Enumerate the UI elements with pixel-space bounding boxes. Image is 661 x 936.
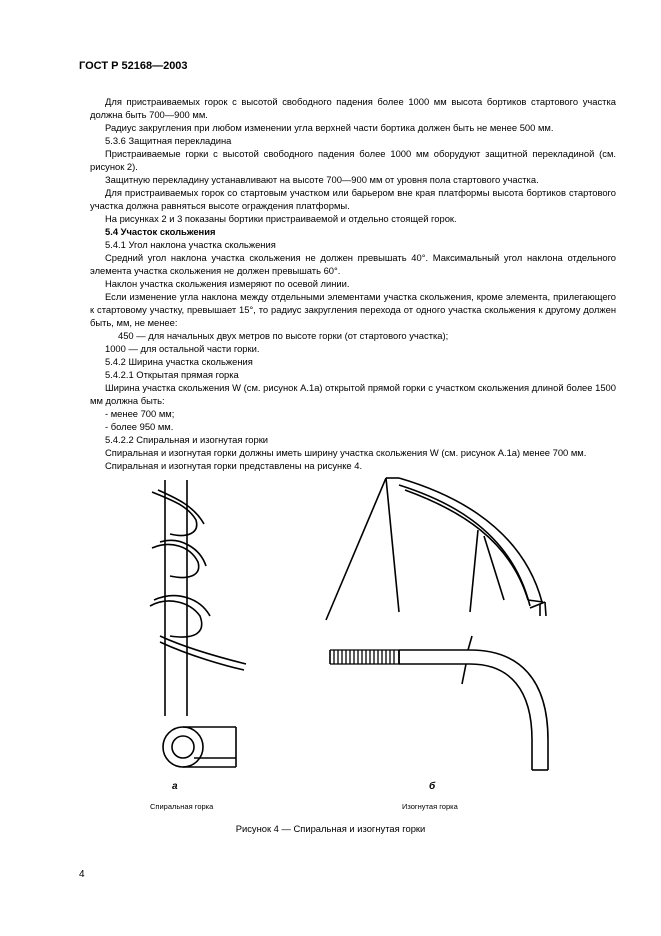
caption-spiral-slide: Спиральная горка bbox=[150, 802, 214, 811]
paragraph: Пристраиваемые горки с высотой свободного падения более 1000 мм оборудуют защитной перекладиной (см. рисунок 2). bbox=[90, 148, 616, 172]
figure-label-a: а bbox=[172, 781, 178, 792]
document-header: ГОСТ Р 52168—2003 bbox=[79, 60, 188, 72]
paragraph: 5.4 Участок скольжения bbox=[105, 226, 216, 237]
paragraph: - более 950 мм. bbox=[105, 421, 174, 432]
paragraph: - менее 700 мм; bbox=[105, 408, 175, 419]
paragraph: 5.4.1 Угол наклона участка скольжения bbox=[105, 239, 276, 250]
paragraph: Для пристраиваемых горок с высотой свободного падения более 1000 мм высота бортиков стартового участка должна быть 700—900 мм. bbox=[90, 96, 616, 120]
paragraph: 5.4.2.2 Спиральная и изогнутая горки bbox=[105, 434, 269, 445]
paragraph: Радиус закругления при любом изменении угла верхней части бортика должен быть не менее 500 мм. bbox=[105, 122, 554, 133]
paragraph: Наклон участка скольжения измеряют по осевой линии. bbox=[105, 278, 350, 289]
paragraph: 5.4.2 Ширина участка скольжения bbox=[105, 356, 253, 367]
caption-curved-slide: Изогнутая горка bbox=[402, 802, 458, 811]
paragraph: Спиральная и изогнутая горки представлены на рисунке 4. bbox=[105, 460, 363, 471]
paragraph: 450 — для начальных двух метров по высоте горки (от стартового участка); bbox=[118, 330, 449, 341]
figure-caption: Рисунок 4 — Спиральная и изогнутая горки bbox=[235, 823, 426, 834]
paragraph: Спиральная и изогнутая горки должны иметь ширину участка скольжения W (см. рисунок А.1а) менее 700 мм. bbox=[105, 447, 587, 458]
page-number: 4 bbox=[79, 869, 85, 880]
paragraph: Если изменение угла наклона между отдельными элементами участка скольжения, кроме элемента, прилегающего к стартовому участку, превышает 15°, то радиус закругления перехода от одного участка скольжения к другому должен быть, мм, не менее: bbox=[90, 291, 616, 328]
paragraph: Защитную перекладину устанавливают на высоте 700—900 мм от уровня пола стартового участка. bbox=[105, 174, 539, 185]
curved-slide-drawing bbox=[326, 478, 548, 770]
paragraph: На рисунках 2 и 3 показаны бортики пристраиваемой и отдельно стоящей горок. bbox=[105, 213, 457, 224]
paragraph: 1000 — для остальной части горки. bbox=[105, 343, 260, 354]
hatch-pattern bbox=[334, 650, 394, 664]
paragraph: 5.3.6 Защитная перекладина bbox=[105, 135, 232, 146]
spiral-slide-drawing bbox=[150, 480, 246, 767]
figure-label-b: б bbox=[429, 781, 436, 792]
paragraph: Средний угол наклона участка скольжения не должен превышать 40°. Максимальный угол наклона отдельного элемента участка скольжения не должен превышать 60°. bbox=[90, 252, 616, 276]
paragraph: Для пристраиваемых горок со стартовым участком или барьером вне края платформы высота бортиков стартового участка должна равняться высоте ограждения платформы. bbox=[90, 187, 616, 211]
paragraph: Ширина участка скольжения W (см. рисунок А.1а) открытой прямой горки с участком скольжения длиной более 1500 мм должна быть: bbox=[90, 382, 616, 406]
paragraph: 5.4.2.1 Открытая прямая горка bbox=[105, 369, 239, 380]
